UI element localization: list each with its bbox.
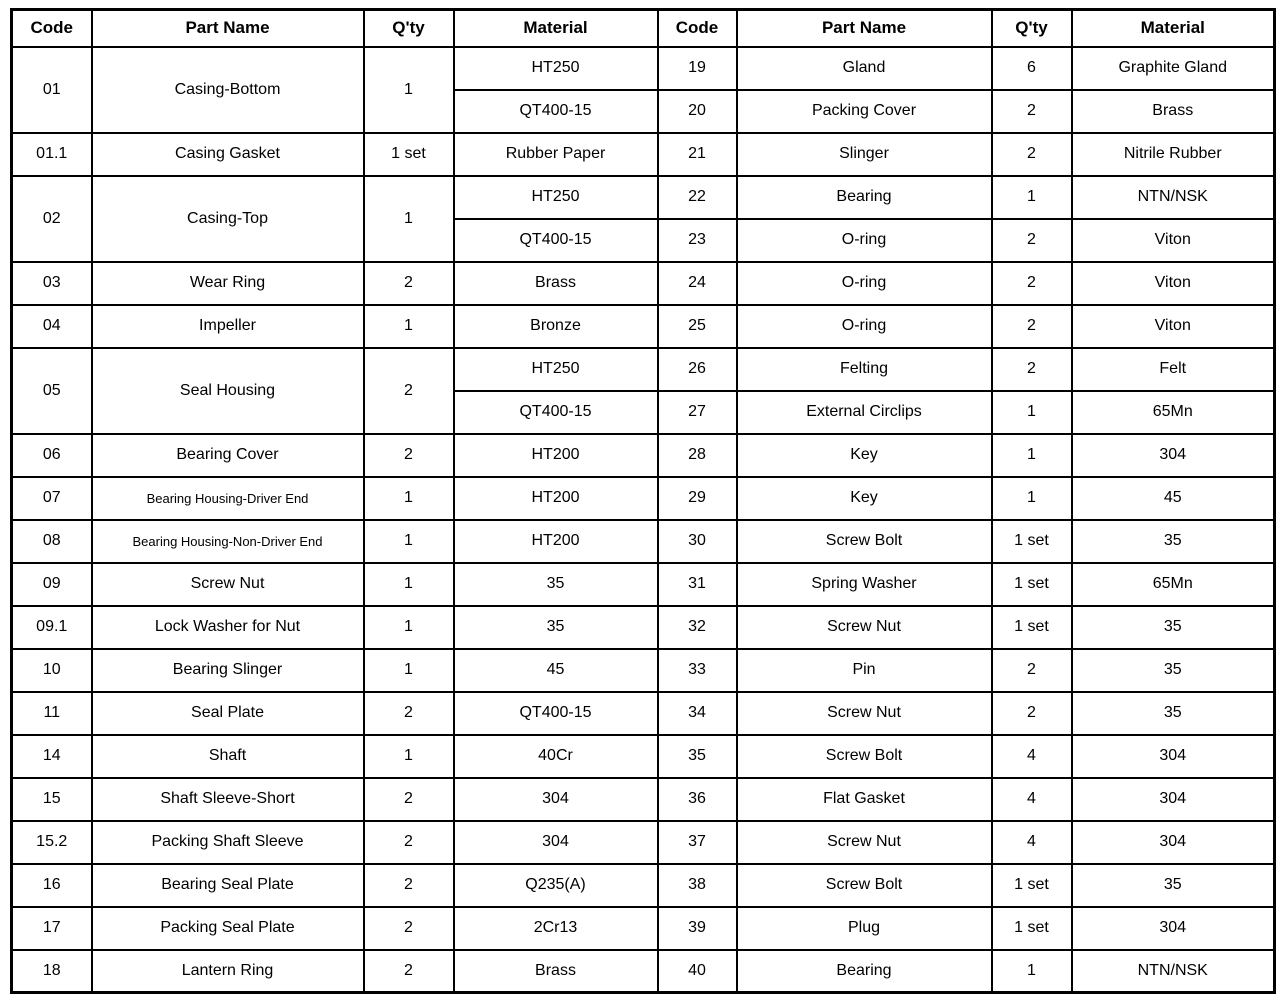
cell-material: 65Mn bbox=[1072, 563, 1275, 606]
cell-material: QT400-15 bbox=[454, 692, 658, 735]
cell-qty: 2 bbox=[992, 90, 1072, 133]
cell-part-name: Casing Gasket bbox=[92, 133, 364, 176]
cell-material: HT250 bbox=[454, 348, 658, 391]
cell-code: 20 bbox=[658, 90, 737, 133]
cell-qty: 2 bbox=[364, 434, 454, 477]
cell-material: HT200 bbox=[454, 520, 658, 563]
cell-part-name: Impeller bbox=[92, 305, 364, 348]
cell-qty: 1 bbox=[364, 477, 454, 520]
cell-code: 01.1 bbox=[12, 133, 92, 176]
cell-part-name: Bearing bbox=[737, 176, 992, 219]
table-row bbox=[12, 649, 1275, 692]
cell-code: 09.1 bbox=[12, 606, 92, 649]
cell-material: Brass bbox=[1072, 90, 1275, 133]
cell-part-name: O-ring bbox=[737, 219, 992, 262]
table-row bbox=[12, 735, 1275, 778]
cell-material: 45 bbox=[454, 649, 658, 692]
cell-code: 11 bbox=[12, 692, 92, 735]
cell-code: 25 bbox=[658, 305, 737, 348]
table-row bbox=[12, 606, 1275, 649]
cell-part-name: Lantern Ring bbox=[92, 950, 364, 993]
cell-code: 35 bbox=[658, 735, 737, 778]
cell-code: 16 bbox=[12, 864, 92, 907]
cell-qty: 1 bbox=[364, 305, 454, 348]
cell-code: 21 bbox=[658, 133, 737, 176]
table-row bbox=[12, 434, 1275, 477]
cell-part-name: Lock Washer for Nut bbox=[92, 606, 364, 649]
table-body bbox=[12, 47, 1275, 993]
cell-code: 04 bbox=[12, 305, 92, 348]
cell-part-name: Screw Bolt bbox=[737, 735, 992, 778]
table-row bbox=[12, 47, 1275, 90]
cell-material: HT200 bbox=[454, 477, 658, 520]
cell-code: 30 bbox=[658, 520, 737, 563]
cell-qty: 1 bbox=[992, 477, 1072, 520]
cell-qty: 1 bbox=[364, 735, 454, 778]
cell-material: 35 bbox=[1072, 864, 1275, 907]
cell-part-name: Packing Shaft Sleeve bbox=[92, 821, 364, 864]
cell-part-name: Bearing Seal Plate bbox=[92, 864, 364, 907]
cell-part-name: Screw Bolt bbox=[737, 520, 992, 563]
table-row bbox=[12, 520, 1275, 563]
cell-qty: 2 bbox=[364, 950, 454, 993]
cell-qty: 1 set bbox=[364, 133, 454, 176]
cell-code: 34 bbox=[658, 692, 737, 735]
cell-code: 22 bbox=[658, 176, 737, 219]
cell-material: 35 bbox=[454, 606, 658, 649]
cell-qty: 1 set bbox=[992, 520, 1072, 563]
cell-code: 07 bbox=[12, 477, 92, 520]
cell-qty: 2 bbox=[364, 692, 454, 735]
cell-qty: 2 bbox=[364, 864, 454, 907]
cell-material: NTN/NSK bbox=[1072, 176, 1275, 219]
cell-code: 23 bbox=[658, 219, 737, 262]
cell-code: 27 bbox=[658, 391, 737, 434]
header-code-left: Code bbox=[12, 10, 92, 47]
cell-material: 65Mn bbox=[1072, 391, 1275, 434]
cell-material: QT400-15 bbox=[454, 219, 658, 262]
cell-qty: 1 bbox=[364, 176, 454, 262]
cell-qty: 4 bbox=[992, 821, 1072, 864]
header-qty-left: Q'ty bbox=[364, 10, 454, 47]
cell-material: HT250 bbox=[454, 176, 658, 219]
cell-qty: 1 bbox=[992, 176, 1072, 219]
cell-part-name: Seal Housing bbox=[92, 348, 364, 434]
cell-part-name: Screw Nut bbox=[737, 606, 992, 649]
cell-qty: 1 bbox=[992, 434, 1072, 477]
cell-code: 29 bbox=[658, 477, 737, 520]
cell-qty: 1 bbox=[364, 47, 454, 133]
table-row bbox=[12, 305, 1275, 348]
cell-material: 35 bbox=[1072, 692, 1275, 735]
cell-code: 14 bbox=[12, 735, 92, 778]
cell-part-name: Key bbox=[737, 477, 992, 520]
cell-material: Q235(A) bbox=[454, 864, 658, 907]
cell-part-name: Seal Plate bbox=[92, 692, 364, 735]
cell-qty: 2 bbox=[364, 262, 454, 305]
cell-qty: 2 bbox=[364, 778, 454, 821]
cell-qty: 2 bbox=[364, 821, 454, 864]
table-row bbox=[12, 262, 1275, 305]
cell-qty: 1 set bbox=[992, 907, 1072, 950]
cell-part-name: External Circlips bbox=[737, 391, 992, 434]
table-row bbox=[12, 176, 1275, 219]
cell-code: 15 bbox=[12, 778, 92, 821]
cell-part-name: Pin bbox=[737, 649, 992, 692]
cell-qty: 2 bbox=[992, 649, 1072, 692]
cell-qty: 1 set bbox=[992, 606, 1072, 649]
cell-material: 35 bbox=[454, 563, 658, 606]
cell-part-name: O-ring bbox=[737, 262, 992, 305]
cell-code: 02 bbox=[12, 176, 92, 262]
cell-qty: 2 bbox=[364, 907, 454, 950]
cell-part-name: Screw Bolt bbox=[737, 864, 992, 907]
cell-material: Nitrile Rubber bbox=[1072, 133, 1275, 176]
cell-code: 28 bbox=[658, 434, 737, 477]
cell-code: 09 bbox=[12, 563, 92, 606]
cell-material: 304 bbox=[454, 778, 658, 821]
cell-part-name: O-ring bbox=[737, 305, 992, 348]
cell-code: 08 bbox=[12, 520, 92, 563]
parts-table bbox=[10, 8, 1276, 994]
cell-part-name: Shaft Sleeve-Short bbox=[92, 778, 364, 821]
header-part-name-right: Part Name bbox=[737, 10, 992, 47]
cell-part-name: Screw Nut bbox=[737, 692, 992, 735]
header-row bbox=[12, 10, 1275, 47]
cell-code: 36 bbox=[658, 778, 737, 821]
cell-material: 45 bbox=[1072, 477, 1275, 520]
cell-part-name: Spring Washer bbox=[737, 563, 992, 606]
cell-code: 05 bbox=[12, 348, 92, 434]
cell-code: 32 bbox=[658, 606, 737, 649]
cell-material: 40Cr bbox=[454, 735, 658, 778]
header-material-right: Material bbox=[1072, 10, 1275, 47]
cell-code: 10 bbox=[12, 649, 92, 692]
table-row bbox=[12, 950, 1275, 993]
cell-qty: 2 bbox=[364, 348, 454, 434]
cell-code: 40 bbox=[658, 950, 737, 993]
table-row bbox=[12, 692, 1275, 735]
cell-qty: 1 set bbox=[992, 864, 1072, 907]
cell-part-name: Bearing Slinger bbox=[92, 649, 364, 692]
cell-material: Brass bbox=[454, 950, 658, 993]
cell-material: HT200 bbox=[454, 434, 658, 477]
cell-qty: 2 bbox=[992, 133, 1072, 176]
cell-material: 35 bbox=[1072, 520, 1275, 563]
cell-material: QT400-15 bbox=[454, 391, 658, 434]
cell-material: Graphite Gland bbox=[1072, 47, 1275, 90]
cell-part-name: Wear Ring bbox=[92, 262, 364, 305]
table-row bbox=[12, 821, 1275, 864]
cell-qty: 4 bbox=[992, 735, 1072, 778]
cell-part-name: Key bbox=[737, 434, 992, 477]
cell-code: 31 bbox=[658, 563, 737, 606]
cell-part-name: Packing Seal Plate bbox=[92, 907, 364, 950]
table-row bbox=[12, 348, 1275, 391]
cell-part-name: Bearing Cover bbox=[92, 434, 364, 477]
cell-part-name: Shaft bbox=[92, 735, 364, 778]
cell-code: 24 bbox=[658, 262, 737, 305]
cell-code: 39 bbox=[658, 907, 737, 950]
table-row bbox=[12, 778, 1275, 821]
cell-part-name: Flat Gasket bbox=[737, 778, 992, 821]
cell-material: Felt bbox=[1072, 348, 1275, 391]
cell-qty: 1 bbox=[364, 520, 454, 563]
cell-material: 35 bbox=[1072, 606, 1275, 649]
cell-part-name: Screw Nut bbox=[737, 821, 992, 864]
cell-qty: 6 bbox=[992, 47, 1072, 90]
table-row bbox=[12, 477, 1275, 520]
cell-part-name: Slinger bbox=[737, 133, 992, 176]
cell-qty: 4 bbox=[992, 778, 1072, 821]
cell-material: 304 bbox=[1072, 735, 1275, 778]
cell-material: 2Cr13 bbox=[454, 907, 658, 950]
cell-material: QT400-15 bbox=[454, 90, 658, 133]
cell-part-name: Casing-Bottom bbox=[92, 47, 364, 133]
table-row bbox=[12, 864, 1275, 907]
table-row bbox=[12, 907, 1275, 950]
cell-qty: 2 bbox=[992, 692, 1072, 735]
cell-code: 03 bbox=[12, 262, 92, 305]
cell-part-name: Bearing bbox=[737, 950, 992, 993]
cell-code: 01 bbox=[12, 47, 92, 133]
cell-part-name: Gland bbox=[737, 47, 992, 90]
cell-material: Viton bbox=[1072, 219, 1275, 262]
cell-qty: 1 bbox=[364, 649, 454, 692]
cell-part-name: Plug bbox=[737, 907, 992, 950]
cell-material: 35 bbox=[1072, 649, 1275, 692]
cell-code: 18 bbox=[12, 950, 92, 993]
cell-material: Viton bbox=[1072, 305, 1275, 348]
cell-material: Brass bbox=[454, 262, 658, 305]
cell-material: HT250 bbox=[454, 47, 658, 90]
header-part-name-left: Part Name bbox=[92, 10, 364, 47]
cell-code: 37 bbox=[658, 821, 737, 864]
cell-part-name: Felting bbox=[737, 348, 992, 391]
cell-code: 19 bbox=[658, 47, 737, 90]
table-header bbox=[12, 10, 1275, 47]
cell-qty: 2 bbox=[992, 262, 1072, 305]
cell-code: 26 bbox=[658, 348, 737, 391]
header-material-left: Material bbox=[454, 10, 658, 47]
cell-qty: 2 bbox=[992, 305, 1072, 348]
cell-part-name: Screw Nut bbox=[92, 563, 364, 606]
cell-material: Bronze bbox=[454, 305, 658, 348]
cell-part-name: Bearing Housing-Driver End bbox=[92, 477, 364, 520]
cell-material: 304 bbox=[1072, 778, 1275, 821]
header-code-right: Code bbox=[658, 10, 737, 47]
table-row bbox=[12, 563, 1275, 606]
cell-material: 304 bbox=[1072, 434, 1275, 477]
cell-material: NTN/NSK bbox=[1072, 950, 1275, 993]
cell-code: 33 bbox=[658, 649, 737, 692]
header-qty-right: Q'ty bbox=[992, 10, 1072, 47]
cell-code: 38 bbox=[658, 864, 737, 907]
cell-qty: 1 bbox=[364, 563, 454, 606]
cell-part-name: Packing Cover bbox=[737, 90, 992, 133]
cell-material: 304 bbox=[1072, 907, 1275, 950]
cell-qty: 2 bbox=[992, 348, 1072, 391]
cell-material: Viton bbox=[1072, 262, 1275, 305]
cell-qty: 1 bbox=[364, 606, 454, 649]
cell-code: 15.2 bbox=[12, 821, 92, 864]
cell-code: 06 bbox=[12, 434, 92, 477]
cell-qty: 2 bbox=[992, 219, 1072, 262]
cell-part-name: Casing-Top bbox=[92, 176, 364, 262]
cell-material: 304 bbox=[454, 821, 658, 864]
cell-code: 17 bbox=[12, 907, 92, 950]
cell-material: Rubber Paper bbox=[454, 133, 658, 176]
cell-part-name: Bearing Housing-Non-Driver End bbox=[92, 520, 364, 563]
cell-qty: 1 bbox=[992, 391, 1072, 434]
table-row bbox=[12, 133, 1275, 176]
cell-material: 304 bbox=[1072, 821, 1275, 864]
cell-qty: 1 bbox=[992, 950, 1072, 993]
cell-qty: 1 set bbox=[992, 563, 1072, 606]
